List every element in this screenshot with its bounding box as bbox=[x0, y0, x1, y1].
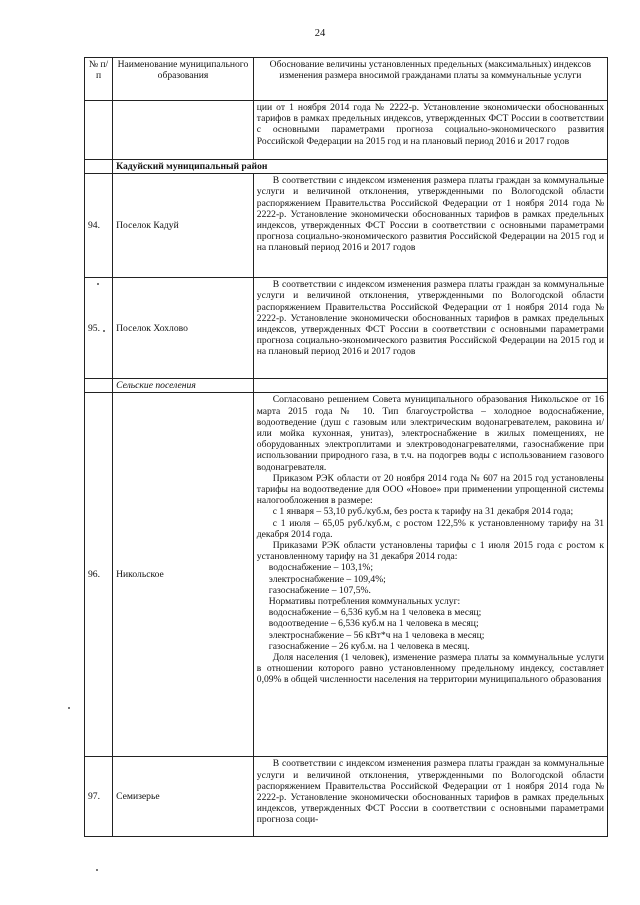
list-item: водоотведение – 6,536 куб.м на 1 человека в месяц; bbox=[268, 618, 479, 630]
list-item: газоснабжение – 107,5%. bbox=[268, 584, 371, 596]
list-item: газоснабжение – 26 куб.м. на 1 человека в месяц. bbox=[268, 640, 470, 652]
list-item: водоснабжение – 6,536 куб.м на 1 человека в месяц; bbox=[268, 607, 482, 619]
table-row bbox=[85, 757, 608, 837]
page-number: 24 bbox=[314, 28, 326, 39]
row-number: 94. bbox=[85, 174, 113, 278]
municipality-name: Семизерье bbox=[113, 757, 254, 837]
list-item: электроснабжение – 109,4%; bbox=[268, 573, 386, 585]
paragraph: Приказом РЭК области от 20 ноября 2014 года № 607 на 2015 год установлены тарифы на водоотведение для ООО «Новое» при применении упрощенной системы налогообложения в размере: bbox=[256, 472, 604, 507]
district-row bbox=[85, 160, 608, 174]
paragraph: Доля населения (1 человек), изменение размера платы за коммунальные услуги в отношении которого равно установленному предельному индексу, составляет 0,09% в общей численности населения на территории муниципального образования bbox=[256, 652, 604, 686]
list-item: электроснабжение – 56 кВт*ч на 1 человека в месяц; bbox=[268, 629, 485, 641]
scan-dot bbox=[68, 707, 70, 709]
subsection-row bbox=[85, 379, 608, 393]
row-number: 97. bbox=[85, 757, 113, 837]
paragraph: с 1 июля – 65,05 руб./куб.м, с ростом 122,5% к установленному тарифу на 31 декабря 2014 года. bbox=[256, 517, 604, 540]
continuation-row bbox=[85, 101, 608, 160]
header-num: № п/п bbox=[85, 58, 113, 101]
tariff-index-table bbox=[84, 57, 608, 837]
municipality-name: Поселок Хохлово bbox=[113, 278, 254, 379]
subsection-title: Сельские поселения bbox=[113, 379, 254, 393]
paragraph: Приказами РЭК области установлены тарифы с 1 июля 2015 года с ростом к установленному тарифу на 31 декабря 2014 года: bbox=[256, 540, 604, 563]
row-number: 96. bbox=[85, 393, 113, 757]
row-number: 95. bbox=[85, 278, 113, 379]
table-row bbox=[85, 393, 608, 757]
basis-text: В соответствии с индексом изменения размера платы граждан за коммунальные услуги и величиной отклонения, утвержденными по Вологодской области распоряжением Правительства Российской Федерации от 1 ноября 2014 года № 2222-р. Установление экономически обоснованных тарифов в рамках предельных индексов, утвержденных ФСТ России в соответствии с основными параметрами прогноза социально-экономического развития Российской Федерации на 2015 год и на плановый период 2016 и 2017 годов bbox=[253, 174, 607, 278]
table-header-row bbox=[85, 58, 608, 101]
paragraph: Согласовано решением Совета муниципального образования Никольское от 16 марта 2015 года № 10. Тип благоустройства – холодное водоснабжение, водоотведение (душ с газовым или электрическим водонагревателем, раковина и/или мойка кухонная, унитаз), электроснабжение в жилых помещениях, не оборудованных электроплитами и электроводонагревателями, газоснабжение при использовании природного газа, в т.ч. на подогрев воды с использованием газового водонагревателя. bbox=[256, 394, 604, 473]
basis-cell bbox=[253, 393, 607, 757]
table-row bbox=[85, 278, 608, 379]
scan-dot bbox=[96, 869, 98, 871]
basis-text: В соответствии с индексом изменения размера платы граждан за коммунальные услуги и величиной отклонения, утвержденными по Вологодской области распоряжением Правительства Российской Федерации от 1 ноября 2014 года № 2222-р. Установление экономически обоснованных тарифов в рамках предельных индексов, утвержденных ФСТ России в соответствии с основными параметрами прогноза социально-экономического развития Российской Федерации на 2015 год и на плановый период 2016 и 2017 годов bbox=[253, 278, 607, 379]
paragraph: с 1 января – 53,10 руб./куб.м, без роста к тарифу на 31 декабря 2014 года; bbox=[272, 506, 574, 518]
header-basis: Обоснование величины установленных предельных (максимальных) индексов изменения размера вносимой гражданами платы за коммунальные услуги bbox=[253, 58, 607, 101]
basis-text: В соответствии с индексом изменения размера платы граждан за коммунальные услуги и величиной отклонения, утвержденными по Вологодской области распоряжением Правительства Российской Федерации от 1 ноября 2014 года № 2222-р. Установление экономически обоснованных тарифов в рамках предельных индексов, утвержденных ФСТ России в соответствии с основными параметрами прогноза соци- bbox=[253, 757, 607, 837]
district-title: Кадуйский муниципальный район bbox=[113, 160, 608, 174]
list-item: Нормативы потребления коммунальных услуг: bbox=[268, 596, 461, 608]
table-row bbox=[85, 174, 608, 278]
header-name: Наименование муниципального образования bbox=[113, 58, 254, 101]
municipality-name: Никольское bbox=[113, 393, 254, 757]
municipality-name: Поселок Кадуй bbox=[113, 174, 254, 278]
continuation-text: ции от 1 ноября 2014 года № 2222-р. Установление экономически обоснованных тарифов в рамках предельных индексов, утвержденных ФСТ России в соответствии с основными параметрами прогноза социально-экономического развития Российской Федерации на 2015 год и на плановый период 2016 и 2017 годов bbox=[253, 101, 607, 160]
list-item: водоснабжение – 103,1%; bbox=[268, 562, 374, 574]
